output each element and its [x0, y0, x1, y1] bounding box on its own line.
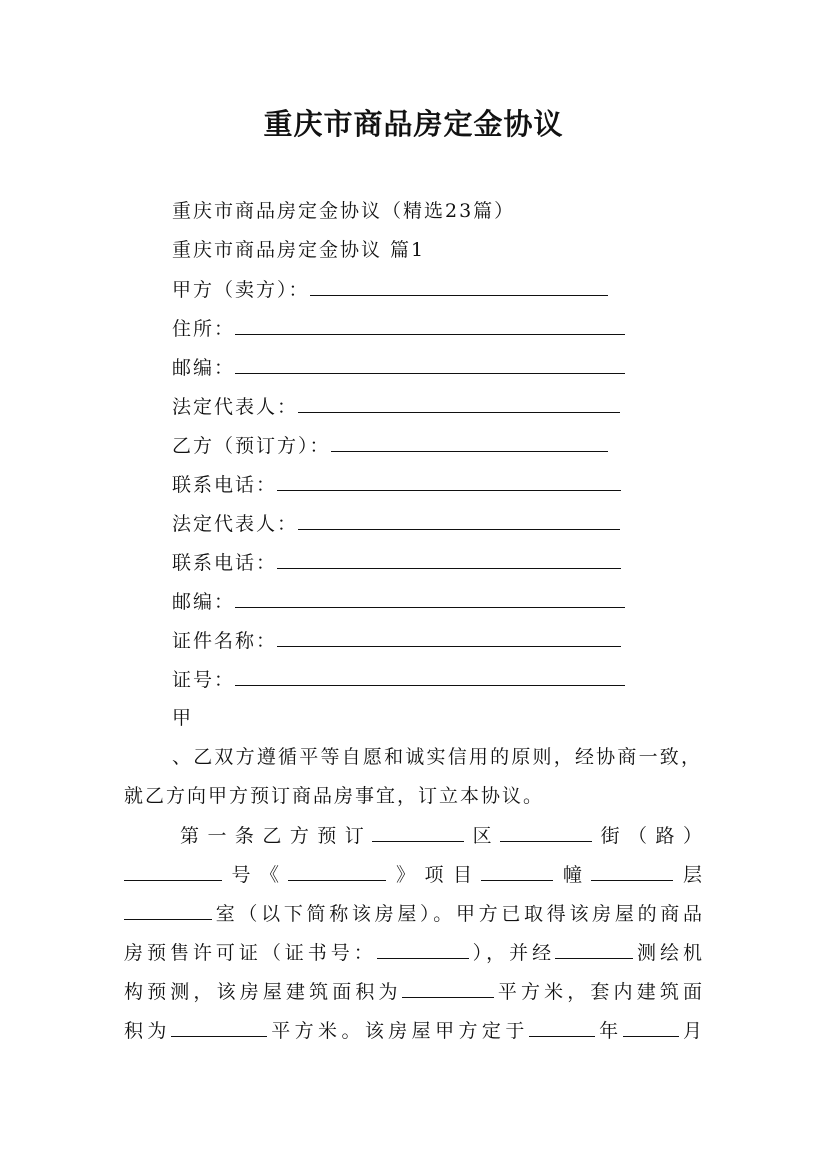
- blank-line: [331, 432, 608, 452]
- text-line: 号《 》项目 幢 层: [124, 861, 702, 900]
- field-label: 联系电话：: [172, 474, 278, 496]
- blank-line: [298, 510, 620, 530]
- field-postcode-2: [172, 588, 625, 615]
- text-line: 室（以下简称该房屋）。甲方已取得该房屋的商品: [124, 900, 702, 939]
- blank-line: [372, 822, 464, 842]
- blank-line: [555, 939, 633, 959]
- blank-line: [402, 978, 494, 998]
- field-postcode-1: [172, 354, 625, 381]
- blank-line: [377, 939, 469, 959]
- blank-line: [623, 1017, 679, 1037]
- field-legal-rep-1: [172, 393, 620, 420]
- document-title: 重庆市商品房定金协议: [263, 107, 564, 141]
- text-line: 积为 平方米。该房屋甲方定于 年 月: [124, 1017, 702, 1056]
- blank-line: [529, 1017, 595, 1037]
- field-legal-rep-2: [172, 510, 620, 537]
- blank-line: [235, 354, 625, 374]
- body-fragment: 甲: [172, 707, 194, 729]
- blank-line: [124, 900, 212, 920]
- blank-line: [591, 861, 673, 881]
- blank-line: [235, 666, 625, 686]
- blank-line: [481, 861, 553, 881]
- field-label: 乙方（预订方）：: [172, 435, 331, 457]
- blank-line: [500, 822, 592, 842]
- text-line: 构预测，该房屋建筑面积为 平方米，套内建筑面: [124, 978, 702, 1017]
- field-label: 邮编：: [172, 357, 236, 379]
- article-1-line-5: [124, 978, 702, 1017]
- field-party-b: [172, 432, 608, 459]
- blank-line: [277, 549, 621, 569]
- field-phone-2: [172, 549, 621, 576]
- blank-line: [171, 1017, 267, 1037]
- field-label: 联系电话：: [172, 552, 278, 574]
- blank-line: [288, 861, 386, 881]
- field-label: 邮编：: [172, 591, 236, 613]
- field-label: 住所：: [172, 318, 236, 340]
- blank-line: [277, 627, 621, 647]
- text-line: 、乙双方遵循平等自愿和诚实信用的原则，经协商一致，: [172, 746, 702, 768]
- article-1-line-3: [124, 900, 702, 939]
- blank-line: [124, 861, 222, 881]
- blank-line: [298, 393, 620, 413]
- field-label: 证号：: [172, 669, 236, 691]
- article-1-line-6: [124, 1017, 702, 1056]
- blank-line: [277, 471, 621, 491]
- section-heading: 重庆市商品房定金协议 篇1: [172, 239, 426, 261]
- field-party-a: [172, 276, 608, 303]
- field-label: 甲方（卖方）：: [172, 279, 310, 301]
- paragraph-1-line-1: [172, 744, 702, 783]
- text-line: 房预售许可证（证书号： ），并经 测绘机: [124, 939, 702, 978]
- field-label: 证件名称：: [172, 630, 278, 652]
- article-1-line-2: [124, 861, 702, 900]
- blank-line: [235, 315, 625, 335]
- field-label: 法定代表人：: [172, 396, 299, 418]
- subtitle: 重庆市商品房定金协议（精选23篇）: [172, 200, 516, 222]
- paragraph-1-line-2: 就乙方向甲方预订商品房事宜，订立本协议。: [124, 785, 545, 807]
- field-address: [172, 315, 625, 342]
- field-phone-1: [172, 471, 621, 498]
- blank-line: [310, 276, 608, 296]
- blank-line: [235, 588, 625, 608]
- article-1-line-4: [124, 939, 702, 978]
- field-label: 法定代表人：: [172, 513, 299, 535]
- field-id-name: [172, 627, 621, 654]
- text-line: 第一条乙方预订 区 街（路）: [180, 822, 702, 861]
- article-1-line-1: [180, 822, 702, 861]
- field-id-no: [172, 666, 625, 693]
